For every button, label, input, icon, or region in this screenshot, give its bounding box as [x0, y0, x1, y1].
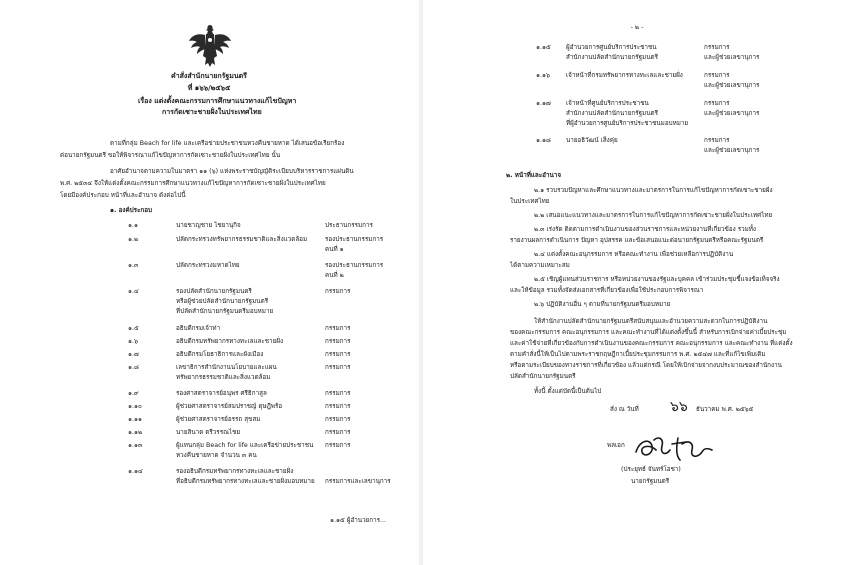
- signer-rank: พลเอก: [607, 442, 625, 449]
- member-name: รองปลัดสำนักนายกรัฐมนตรี: [176, 288, 252, 295]
- member-number: ๑.๗: [128, 351, 139, 358]
- member-role: กรรมการ: [325, 325, 351, 332]
- page-continuation: ๑.๑๕ ผู้อำนวยการ...: [330, 517, 387, 524]
- duty-line: ๒.๕ เชิญผู้แทนส่วนราชการ หรือหน่วยงานของรัฐและบุคคล เข้าร่วมประชุมชี้แจงข้อเท็จจริง: [534, 276, 780, 283]
- member-role: รองประธานกรรมการ: [325, 236, 384, 243]
- intro-line: พ.ศ. ๒๕๓๔ จึงให้แต่งตั้งคณะกรรมการศึกษาแนวทางแก้ไขปัญหาการกัดเซาะชายฝั่งในประเทศไทย: [60, 180, 326, 187]
- intro-line: โดยมีองค์ประกอบ หน้าที่และอำนาจ ดังต่อไปนี้: [60, 192, 186, 199]
- member-role: กรรมการ: [704, 100, 730, 107]
- order-title: คำสั่งสำนักนายกรัฐมนตรี: [171, 72, 247, 80]
- member-name: ผู้ช่วยศาสตราจารย์สมปราชญ์ ดุษฎีพร้อ: [176, 403, 283, 410]
- member-number: ๑.๑๓: [128, 442, 143, 449]
- member-role: กรรมการ: [704, 72, 730, 79]
- member-role: กรรมการ: [325, 288, 351, 295]
- member-name-line-2: หวงคืนชายหาด จำนวน ๓ คน: [176, 452, 257, 459]
- member-role-line-2: คนที่ ๒: [325, 272, 344, 279]
- duty-line: ในประเทศไทย: [510, 198, 550, 205]
- member-name: ผู้ช่วยศาสตราจารย์อรรถ สุขสม: [176, 416, 261, 423]
- handwritten-signature-icon: [632, 430, 718, 466]
- member-number: ๑.๑๐: [128, 403, 142, 410]
- duty-line: ๒.๒ เสนอแนะแนวทางและมาตรการในการแก้ไขปัญหาการกัดเซาะชายฝั่งในประเทศไทย: [534, 212, 773, 219]
- member-name: อธิบดีกรมโยธาธิการและผังเมือง: [176, 351, 264, 358]
- member-role: กรรมการ: [325, 351, 351, 358]
- member-name: อธิบดีกรมทรัพยากรทางทะเลและชายฝั่ง: [176, 338, 284, 345]
- member-role: ประธานกรรมการ: [325, 222, 373, 229]
- order-subject: เรื่อง แต่งตั้งคณะกรรมการศึกษาแนวทางแก้ไขปัญหา: [138, 97, 297, 105]
- member-role: กรรมการ: [325, 403, 351, 410]
- member-number: ๑.๓: [128, 262, 139, 269]
- member-name-line-2: ที่อธิบดีกรมทรัพยากรทางทะเลและชายฝั่งมอบหมาย: [176, 478, 315, 485]
- page-gutter: [419, 0, 423, 565]
- member-number: ๑.๖: [128, 338, 138, 345]
- member-name: ผู้แทนกลุ่ม Beach for life และเครือข่ายประชาชน: [176, 442, 314, 449]
- member-name: นายอธิวัฒน์ เส็งคุ่ย: [566, 137, 618, 144]
- member-name: อธิบดีกรมเจ้าท่า: [176, 325, 221, 332]
- member-name-line-2: สำนักงานปลัดสำนักนายกรัฐมนตรี: [566, 110, 658, 117]
- intro-line: อาศัยอำนาจตามความในมาตรา ๑๑ (๖) แห่งพระราชบัญญัติระเบียบบริหารราชการแผ่นดิน: [110, 168, 354, 175]
- member-role-line-2: และผู้ช่วยเลขานุการ: [704, 110, 760, 117]
- duty-line: และให้ข้อมูล รวมทั้งจัดส่งเอกสารที่เกี่ยวข้องเพื่อใช้ประกอบการพิจารณา: [510, 287, 704, 294]
- member-name-line-2: ทรัพยากรธรรมชาติและสิ่งแวดล้อม: [176, 374, 271, 381]
- member-number: ๑.๑๗: [536, 100, 551, 107]
- duty-line: ๒.๖ ปฏิบัติงานอื่น ๆ ตามที่นายกรัฐมนตรีมอบหมาย: [534, 301, 671, 308]
- member-name: ปลัดกระทรวงมหาดไทย: [176, 262, 240, 269]
- order-date-prefix: สั่ง ณ วันที่: [610, 406, 639, 413]
- closing-line: ตามคำสั่งนี้ให้เป็นไปตามพระราชกฤษฎีกาเบี้ยประชุมกรรมการ พ.ศ. ๒๕๔๗ และที่แก้ไขเพิ่มเติม: [510, 351, 766, 358]
- duty-line: ๒.๓ เร่งรัด ติดตามการดำเนินงานของส่วนราชการและหน่วยงานที่เกี่ยวข้อง รวมทั้ง: [534, 226, 756, 233]
- member-number: ๑.๑๑: [128, 416, 142, 423]
- member-name-line-2: สำนักงานปลัดสำนักนายกรัฐมนตรี: [566, 54, 658, 61]
- member-role: กรรมการ: [325, 442, 351, 449]
- signer-title: นายกรัฐมนตรี: [631, 478, 670, 485]
- member-role: กรรมการ: [325, 416, 351, 423]
- member-name: รองอธิบดีกรมทรัพยากรทางทะเลและชายฝั่ง: [176, 468, 294, 475]
- member-role: กรรมการและเลขานุการ: [325, 478, 391, 485]
- member-name: รองศาสตราจารย์อนุพร ศรีธิกาสูล: [176, 390, 267, 397]
- order-number: ที่ ๑๖๖/๒๕๖๕: [187, 84, 231, 92]
- member-number: ๑.๙: [128, 390, 139, 397]
- closing-line: ปลัดสำนักนายกรัฐมนตรี: [510, 373, 576, 380]
- garuda-emblem-icon: [188, 22, 232, 68]
- member-name: ปลัดกระทรวงทรัพยากรธรรมชาติและสิ่งแวดล้อม: [176, 236, 308, 243]
- intro-line: ตามที่กลุ่ม Beach for life และเครือข่ายประชาชนหวงคืนชายหาด ได้เสนอข้อเรียกร้อง: [110, 140, 345, 147]
- member-name: เจ้าหน้าที่ศูนย์บริการประชาชน: [566, 100, 649, 107]
- member-number: ๑.๑๖: [536, 72, 550, 79]
- member-name: ผู้อำนวยการศูนย์บริการประชาชน: [566, 44, 657, 51]
- member-number: ๑.๑๘: [536, 137, 551, 144]
- member-role: กรรมการ: [325, 364, 351, 371]
- duty-line: ๒.๑ รวบรวมปัญหาและศึกษาแนวทางและมาตรการในการแก้ไขปัญหาการกัดเซาะชายฝั่ง: [534, 187, 773, 194]
- member-name: นายชาญชาย ไชยานุกิจ: [176, 222, 241, 229]
- member-name: เจ้าหน้าที่กรมทรัพยากรทางทะเลและชายฝั่ง: [566, 72, 683, 79]
- document-page-1: [0, 0, 418, 565]
- order-subject-line-2: การกัดเซาะชายฝั่งในประเทศไทย: [162, 108, 262, 116]
- page-number: - ๒ -: [630, 24, 644, 31]
- duty-line: ๒.๔ แต่งตั้งคณะอนุกรรมการ หรือคณะทำงาน เพื่อช่วยเหลือการปฏิบัติงาน: [534, 251, 734, 258]
- member-number: ๑.๑: [128, 222, 138, 229]
- member-number: ๑.๘: [128, 364, 139, 371]
- duty-line: รายงานผลการดำเนินการ ปัญหา อุปสรรค และข้อเสนอแนะต่อนายกรัฐมนตรีหรือคณะรัฐมนตรี: [510, 237, 764, 244]
- order-date-day: ๖๖: [670, 399, 688, 415]
- closing-line: ของคณะกรรมการ คณะอนุกรรมการ และคณะทำงานที่ได้แต่งตั้งขึ้นนี้ สำหรับการเบิกจ่ายค่าเบี้ยประชุม: [510, 329, 787, 336]
- member-name: เลขาธิการสำนักงานนโยบายและแผน: [176, 364, 277, 371]
- member-number: ๑.๔: [128, 288, 139, 295]
- member-number: ๑.๑๔: [128, 468, 143, 475]
- member-name-line-3: ที่ผู้อำนวยการศูนย์บริการประชาชนมอบหมาย: [566, 120, 689, 127]
- member-role: รองประธานกรรมการ: [325, 262, 384, 269]
- member-role-line-2: และผู้ช่วยเลขานุการ: [704, 147, 760, 154]
- member-role: กรรมการ: [704, 137, 730, 144]
- signer-name: (ประยุทธ์ จันทร์โอชา): [621, 466, 681, 473]
- section-2-title: ๒. หน้าที่และอำนาจ: [506, 172, 562, 179]
- member-number: ๑.๒: [128, 236, 139, 243]
- member-number: ๑.๕: [128, 325, 139, 332]
- duty-line: ได้ตามความเหมาะสม: [510, 262, 570, 269]
- member-name: นายสินาด ตรีวรรณไชย: [176, 429, 241, 436]
- member-number: ๑.๑๕: [536, 44, 551, 51]
- closing-line: และค่าใช้จ่ายที่เกี่ยวข้องกับการดำเนินงานของคณะกรรมการ คณะอนุกรรมการ และคณะทำงาน ที่แต่งตั้ง: [510, 340, 793, 347]
- document-page-2: [424, 0, 850, 565]
- member-role-line-2: คนที่ ๑: [325, 246, 344, 253]
- member-role: กรรมการ: [704, 44, 730, 51]
- effective-statement: ทั้งนี้ ตั้งแต่บัดนี้เป็นต้นไป: [534, 388, 602, 395]
- member-name-line-2: หรือผู้ช่วยปลัดสำนักนายกรัฐมนตรี: [176, 298, 269, 305]
- member-role: กรรมการ: [325, 429, 351, 436]
- member-role-line-2: และผู้ช่วยเลขานุการ: [704, 82, 760, 89]
- member-name-line-3: ที่ปลัดสำนักนายกรัฐมนตรีมอบหมาย: [176, 308, 274, 315]
- member-role: กรรมการ: [325, 338, 351, 345]
- member-number: ๑.๑๒: [128, 429, 143, 436]
- member-role-line-2: และผู้ช่วยเลขานุการ: [704, 54, 760, 61]
- section-1-title: ๑. องค์ประกอบ: [110, 207, 153, 214]
- closing-line: ให้สำนักงานปลัดสำนักนายกรัฐมนตรีสนับสนุนและอำนวยความสะดวกในการปฏิบัติงาน: [534, 318, 768, 325]
- closing-line: หรือตามระเบียบของทางราชการที่เกี่ยวข้อง แล้วแต่กรณี โดยให้เบิกจ่ายจากงบประมาณของสำนักงาน: [510, 362, 782, 369]
- member-role: กรรมการ: [325, 390, 351, 397]
- order-date-rest: ธันวาคม พ.ศ. ๒๕๖๕: [696, 406, 754, 413]
- intro-line: ต่อนายกรัฐมนตรี ขอให้พิจารณาแก้ไขปัญหาการกัดเซาะชายฝั่งในประเทศไทย นั้น: [60, 152, 281, 159]
